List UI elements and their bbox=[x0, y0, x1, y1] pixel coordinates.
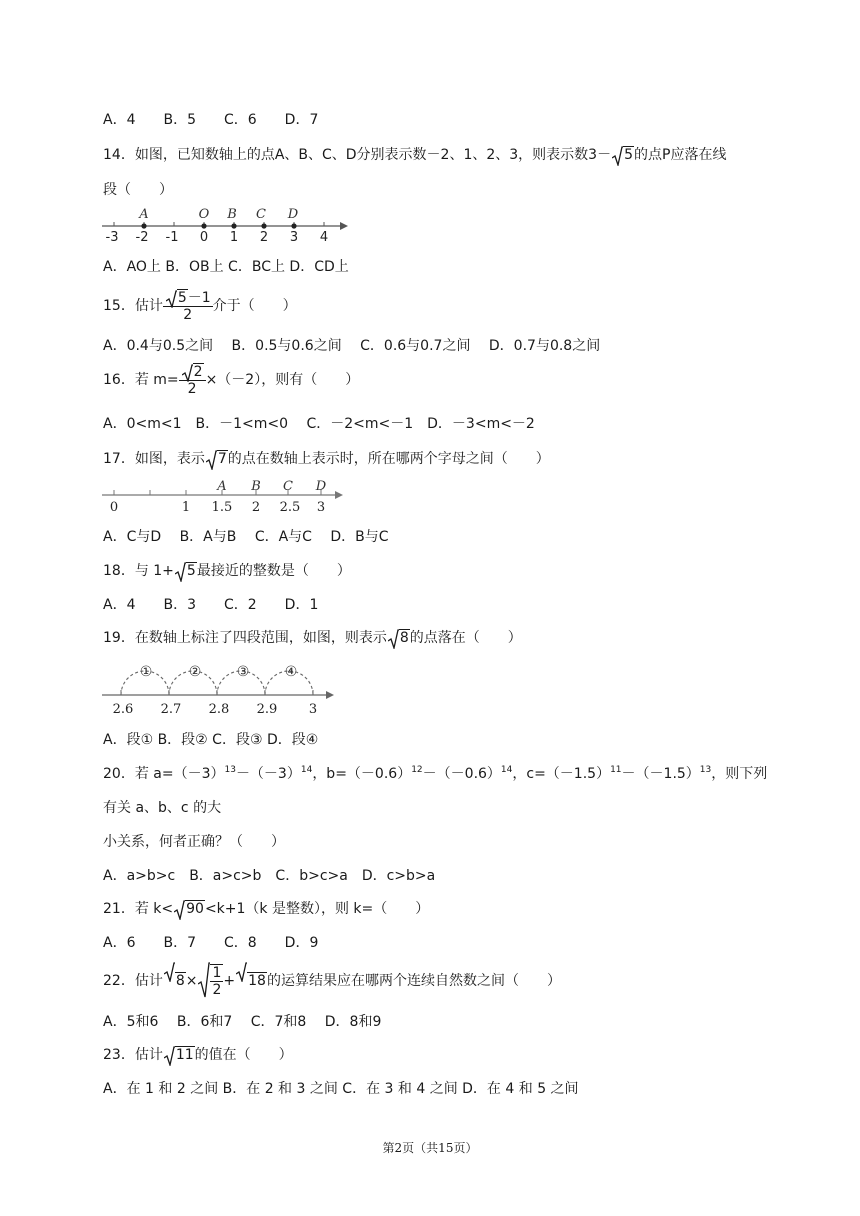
q18-sqrt bbox=[175, 562, 197, 580]
tick-label: 4 bbox=[319, 230, 329, 245]
q19-stem-pre: 19．在数轴上标注了四段范围，如图，则表示 bbox=[103, 630, 387, 646]
q18-stem bbox=[103, 562, 351, 580]
q21-stem bbox=[103, 900, 429, 918]
q16-stem-pre: 16．若 m= bbox=[103, 372, 179, 388]
q20-stem bbox=[103, 765, 767, 785]
point-b-dot bbox=[231, 223, 236, 228]
tick-label: 2.5 bbox=[279, 500, 301, 515]
q17-stem bbox=[103, 450, 550, 468]
q20-exponent: 12 bbox=[411, 765, 423, 775]
q18-options: A．4 B．3 C．2 D．1 bbox=[103, 597, 319, 613]
q16-sqrt bbox=[182, 364, 204, 380]
q20-part: ，则下列 bbox=[711, 766, 768, 782]
tick-label: 2 bbox=[259, 230, 269, 245]
tick-label: 1 bbox=[229, 230, 239, 245]
q22-sqrt-1-arg: 8 bbox=[175, 973, 185, 989]
q18-stem-post: 最接近的整数是（ ） bbox=[196, 563, 351, 579]
q15-fraction bbox=[163, 290, 213, 323]
q15-stem-pre: 15．估计 bbox=[103, 298, 163, 314]
q15-denominator: 2 bbox=[183, 306, 193, 323]
q23-stem bbox=[103, 1046, 293, 1064]
segment-label-2: ② bbox=[188, 664, 202, 680]
q23-sqrt-arg: 11 bbox=[175, 1047, 194, 1063]
tick-label: 1.5 bbox=[211, 500, 233, 515]
q16-stem-post: ×（－2），则有（ ） bbox=[205, 372, 360, 388]
q23-options: A．在 1 和 2 之间 B．在 2 和 3 之间 C．在 3 和 4 之间 D．在 4 和 5 之间 bbox=[103, 1081, 579, 1097]
q22-times: × bbox=[185, 973, 198, 989]
segment-label-3: ③ bbox=[236, 664, 250, 680]
tick-label: 1 bbox=[181, 500, 191, 515]
label-b: B bbox=[251, 479, 261, 494]
q19-number-line bbox=[100, 657, 340, 717]
tick-label: 3 bbox=[289, 230, 299, 245]
q14-options: A．AO上 B．OB上 C．BC上 D．CD上 bbox=[103, 259, 349, 275]
q16-sqrt-arg: 2 bbox=[193, 363, 203, 380]
q16-denominator: 2 bbox=[187, 380, 197, 397]
q13-options: A．4 B．5 C．6 D．7 bbox=[103, 112, 319, 128]
q18-sqrt-arg: 5 bbox=[186, 563, 196, 579]
q20-exponent: 14 bbox=[500, 765, 513, 775]
q21-sqrt bbox=[174, 900, 205, 918]
q16-options: A．0<m<1 B．－1<m<0 C．－2<m<－1 D．－3<m<－2 bbox=[103, 416, 535, 432]
q14-sqrt-arg: 5 bbox=[624, 147, 634, 163]
point-o-dot bbox=[201, 223, 206, 228]
tick-label: 0 bbox=[109, 500, 119, 515]
tick-label: 2.7 bbox=[160, 702, 182, 717]
label-d: D bbox=[315, 479, 327, 494]
q20-options: A．a>b>c B．a>c>b C．b>c>a D．c>b>a bbox=[103, 868, 436, 884]
tick-label: 2.9 bbox=[256, 702, 278, 717]
q22-sqrt-2 bbox=[236, 962, 267, 1000]
q23-stem-pre: 23．估计 bbox=[103, 1047, 163, 1063]
segment-label-4: ④ bbox=[284, 664, 298, 680]
label-a: A bbox=[217, 479, 227, 494]
tick-label: 2.6 bbox=[112, 702, 134, 717]
q20-exponent: 14 bbox=[300, 765, 313, 775]
q14-sqrt bbox=[612, 146, 634, 164]
label-c: C bbox=[283, 479, 293, 494]
label-b: B bbox=[227, 207, 237, 222]
q23-stem-post: 的值在（ ） bbox=[194, 1047, 293, 1063]
label-o: O bbox=[198, 207, 210, 222]
q17-sqrt bbox=[206, 450, 228, 468]
q20-part: －（－0.6） bbox=[422, 766, 501, 782]
q17-number-line bbox=[100, 478, 350, 516]
q20-exponent: 13 bbox=[224, 765, 236, 775]
q20-part: ，c=（－1.5） bbox=[512, 766, 611, 782]
q19-stem bbox=[103, 629, 522, 647]
q19-stem-post: 的点落在（ ） bbox=[409, 630, 522, 646]
tick-label: -3 bbox=[105, 230, 119, 245]
page-footer: 第2页（共15页） bbox=[382, 1141, 478, 1155]
q20-stem-line2: 有关 a、b、c 的大 bbox=[103, 800, 222, 816]
q15-stem-post: 介于（ ） bbox=[212, 298, 297, 314]
q20-part: ，b=（－0.6） bbox=[312, 766, 412, 782]
q20-exponent: 13 bbox=[699, 765, 712, 775]
q20-stem-line3: 小关系，何者正确？（ ） bbox=[103, 834, 285, 850]
tick-label: 3 bbox=[316, 500, 326, 515]
label-c: C bbox=[256, 207, 266, 222]
q22-sqrt-2-arg: 18 bbox=[248, 973, 266, 989]
q20-part: －（－1.5） bbox=[621, 766, 700, 782]
q22-frac-denominator: 2 bbox=[212, 982, 222, 998]
point-d-dot bbox=[291, 223, 296, 228]
tick-label: -1 bbox=[165, 230, 179, 245]
q16-fraction bbox=[179, 364, 206, 397]
tick-label: 3 bbox=[308, 702, 318, 717]
q14-number-line bbox=[100, 205, 350, 245]
q20-part: －（－3） bbox=[235, 766, 301, 782]
q19-options: A．段① B．段② C．段③ D．段④ bbox=[103, 732, 319, 748]
q21-stem-post: <k+1（k 是整数），则 k=（ ） bbox=[204, 901, 430, 917]
q22-plus: + bbox=[223, 973, 236, 989]
q20-exponent: 11 bbox=[610, 765, 622, 775]
segment-label-1: ① bbox=[139, 664, 153, 680]
q14-stem bbox=[103, 146, 726, 164]
q22-stem bbox=[103, 962, 561, 1000]
q22-options: A．5和6 B．6和7 C．7和8 D．8和9 bbox=[103, 1014, 382, 1030]
q17-stem-pre: 17．如图，表示 bbox=[103, 451, 205, 467]
q18-stem-pre: 18．与 1+ bbox=[103, 563, 174, 579]
tick-label: 2.8 bbox=[208, 702, 230, 717]
q20-part: 20．若 a=（－3） bbox=[103, 766, 225, 782]
q15-sqrt-arg: 5 bbox=[177, 289, 187, 306]
q16-stem bbox=[103, 361, 359, 399]
q19-sqrt-arg: 8 bbox=[399, 630, 409, 646]
q17-stem-post: 的点在数轴上表示时，所在哪两个字母之间（ ） bbox=[227, 451, 550, 467]
q22-sqrt-frac bbox=[198, 962, 223, 1000]
q17-sqrt-arg: 7 bbox=[217, 451, 227, 467]
tick-label: -2 bbox=[135, 230, 149, 245]
q22-frac-numerator: 1 bbox=[212, 965, 222, 981]
tick-label: 2 bbox=[251, 500, 261, 515]
q14-stem-post: 的点P应落在线 bbox=[634, 147, 727, 163]
q19-sqrt bbox=[388, 629, 410, 647]
q17-options: A．C与D B．A与B C．A与C D．B与C bbox=[103, 529, 389, 545]
q21-options: A．6 B．7 C．8 D．9 bbox=[103, 935, 319, 951]
point-a-dot bbox=[141, 223, 146, 228]
label-a: A bbox=[139, 207, 149, 222]
q22-stem-pre: 22．估计 bbox=[103, 973, 163, 989]
q21-sqrt-arg: 90 bbox=[186, 901, 204, 917]
q22-stem-post: 的运算结果应在哪两个连续自然数之间（ ） bbox=[266, 973, 561, 989]
q15-sqrt bbox=[166, 290, 188, 306]
q22-sqrt-1 bbox=[164, 962, 186, 1000]
q14-stem-line2: 段（ ） bbox=[103, 182, 173, 198]
q23-sqrt bbox=[164, 1046, 195, 1064]
q15-numerator-rest: －1 bbox=[187, 289, 211, 306]
q21-stem-pre: 21．若 k< bbox=[103, 901, 174, 917]
tick-label: 0 bbox=[199, 230, 209, 245]
point-c-dot bbox=[261, 223, 266, 228]
q15-options: A．0.4与0.5之间 B．0.5与0.6之间 C．0.6与0.7之间 D．0.7与0.8之间 bbox=[103, 338, 601, 354]
q15-stem bbox=[103, 287, 297, 325]
q14-stem-pre: 14．如图，已知数轴上的点A、B、C、D分别表示数－2、1、2、3，则表示数3－ bbox=[103, 147, 612, 163]
label-d: D bbox=[287, 207, 299, 222]
